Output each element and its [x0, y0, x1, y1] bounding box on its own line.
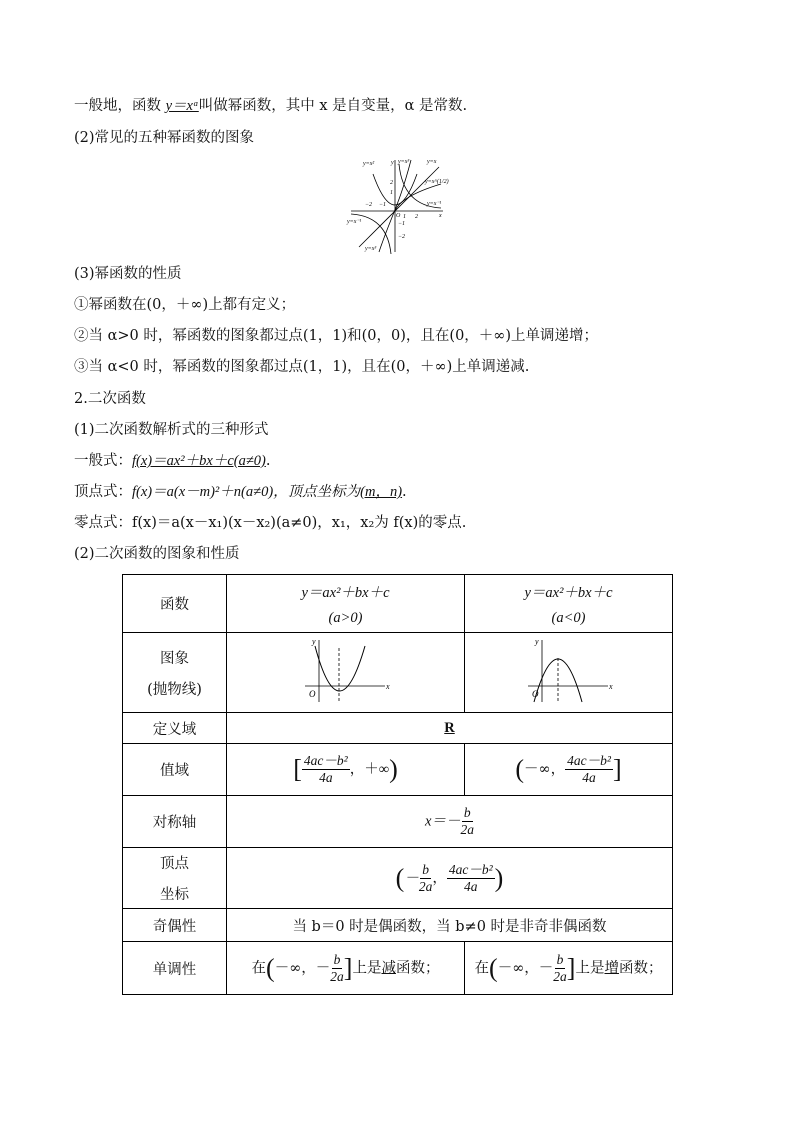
power-function-formula: y＝xᵅ — [165, 98, 199, 114]
graph-label — [123, 633, 227, 713]
monotonicity-label: 单调性 — [123, 942, 227, 995]
graph-a-negative — [465, 633, 673, 713]
general-form-formula: f(x)＝ax²＋bx＋c(a≠0) — [132, 453, 266, 469]
header-function-formula: y＝ax²＋bx＋c — [524, 584, 613, 601]
quadratic-properties-table — [122, 574, 673, 995]
vertex-numerator: b — [422, 861, 429, 877]
intro-line — [74, 96, 467, 116]
mono-prefix: 在 — [474, 960, 490, 976]
monotonicity-a-positive — [227, 942, 465, 995]
mono-denominator: 2a — [553, 968, 567, 984]
axis-numerator: b — [463, 805, 471, 820]
mono-denominator: 2a — [330, 968, 344, 984]
graph-label-line1: 图象 — [160, 650, 189, 667]
range-numerator: 4ac－b² — [567, 753, 611, 768]
x-label: x — [608, 681, 613, 691]
intro-suffix: 叫做幂函数，其中 x 是自变量，α 是常数. — [198, 98, 468, 114]
fig-label: −2 — [398, 234, 406, 240]
range-numerator: 4ac－b² — [303, 753, 348, 768]
x-label: x — [385, 681, 390, 691]
axis-label: 对称轴 — [123, 796, 227, 848]
property-1: ①幂函数在(0，＋∞)上都有定义； — [74, 297, 296, 313]
header-function: 函数 — [123, 575, 227, 633]
bracket: ( — [489, 953, 498, 982]
vertex-label-line1: 顶点 — [160, 856, 189, 872]
range-left: －∞， — [524, 761, 566, 778]
zero-form: 零点式：f(x)＝a(x－x₁)(x－x₂)(a≠0)，x₁，x₂为 f(x)的零点. — [74, 515, 467, 531]
vertex-denominator: 4a — [463, 878, 478, 894]
graph-label-line2: (抛物线) — [147, 681, 202, 698]
fig-label: 1 — [390, 190, 393, 196]
y-label: y — [311, 636, 316, 646]
range-rest: ，＋∞ — [349, 761, 390, 778]
section-power-props-title: (3)幂函数的性质 — [74, 266, 182, 282]
parabola-down-graph — [524, 636, 614, 706]
mono-text: 上是 — [352, 960, 382, 976]
section-power-graphs-title: (2)常见的五种幂函数的图象 — [74, 130, 255, 146]
parity-label: 奇偶性 — [123, 909, 227, 942]
table-row — [123, 909, 673, 942]
range-a-positive — [227, 744, 465, 796]
mono-numerator: b — [556, 951, 564, 967]
axis-prefix: x＝－ — [425, 813, 461, 830]
header-a-positive — [227, 575, 465, 633]
header-condition: (a>0) — [328, 609, 363, 626]
bracket: ) — [389, 754, 398, 784]
bracket: ] — [566, 953, 576, 982]
table-row — [123, 633, 673, 713]
fig-label: y=x⁻¹ — [427, 201, 442, 207]
fig-label: y=x⁻¹ — [347, 219, 362, 225]
power-functions-figure — [343, 156, 453, 256]
fig-label: y=x² — [363, 161, 375, 167]
bracket: ( — [266, 953, 275, 982]
fig-label: 1 — [403, 214, 406, 220]
fig-label: y=x³ — [398, 159, 410, 165]
mono-interval: －∞，－ — [497, 960, 554, 976]
parabola-curve — [315, 646, 365, 691]
vertex-form — [74, 482, 407, 502]
property-2: ②当 α>0 时，幂函数的图象都过点(1，1)和(0，0)，且在(0，＋∞)上单调递增； — [74, 328, 599, 344]
mono-numerator: b — [333, 951, 341, 967]
general-form-label: 一般式： — [74, 453, 132, 469]
header-condition: (a<0) — [551, 609, 586, 626]
graph-a-positive — [227, 633, 465, 713]
fig-label: −1 — [379, 202, 387, 208]
header-function-formula: y＝ax²＋bx＋c — [301, 584, 390, 601]
mono-kind: 减 — [381, 960, 396, 976]
table-row — [123, 796, 673, 848]
fig-label: y — [391, 160, 394, 166]
y-label: y — [534, 636, 539, 646]
domain-value: R — [444, 719, 455, 736]
vertex-separator: ， — [432, 870, 447, 886]
table-row — [123, 575, 673, 633]
mono-prefix: 在 — [251, 960, 267, 976]
range-a-negative — [465, 744, 673, 796]
mono-kind: 增 — [604, 960, 619, 976]
origin-label: O — [531, 688, 538, 699]
range-denominator: 4a — [319, 770, 333, 785]
vertex-value-cell — [227, 848, 673, 909]
domain-value-cell — [227, 713, 673, 744]
fig-label: y=x — [427, 159, 437, 165]
property-3: ③当 α<0 时，幂函数的图象都过点(1，1)，且在(0，＋∞)上单调递减. — [74, 359, 530, 375]
header-a-negative — [465, 575, 673, 633]
intro-prefix: 一般地，函数 — [74, 98, 166, 114]
vertex-form-formula: f(x)＝a(x－m)²＋n(a≠0)，顶点坐标为 — [132, 484, 361, 500]
vertex-minus: － — [404, 870, 419, 886]
fig-label: −1 — [398, 221, 406, 227]
fig-label: y=x³ — [365, 246, 377, 252]
origin-label: O — [308, 688, 315, 699]
fig-label: 2 — [390, 180, 393, 186]
fig-label: x — [439, 213, 442, 219]
vertex-label — [123, 848, 227, 909]
general-form — [74, 451, 271, 471]
parabola-up-graph — [301, 636, 391, 706]
parity-value: 当 b＝0 时是偶函数，当 b≠0 时是非奇非偶函数 — [227, 909, 673, 942]
mono-end: 函数； — [395, 960, 440, 976]
table-row — [123, 848, 673, 909]
table-row — [123, 942, 673, 995]
bracket: ] — [612, 754, 622, 784]
range-label: 值域 — [123, 744, 227, 796]
mono-text: 上是 — [575, 960, 605, 976]
vertex-numerator: 4ac－b² — [448, 861, 493, 877]
quadratic-props-title: (2)二次函数的图象和性质 — [74, 546, 240, 562]
mono-interval: －∞，－ — [274, 960, 331, 976]
axis-denominator: 2a — [460, 822, 474, 837]
period: . — [265, 453, 271, 469]
quadratic-title: 2.二次函数 — [74, 391, 146, 407]
period: . — [402, 484, 407, 500]
bracket: ) — [494, 863, 504, 892]
bracket: ] — [343, 953, 353, 982]
vertex-denominator: 2a — [418, 878, 433, 894]
table-row — [123, 713, 673, 744]
domain-label: 定义域 — [123, 713, 227, 744]
bracket: ( — [395, 863, 405, 892]
fig-label: −2 — [365, 202, 373, 208]
vertex-form-label: 顶点式： — [74, 484, 132, 500]
fig-label: O — [396, 213, 401, 219]
vertex-label-line2: 坐标 — [160, 887, 189, 903]
fig-label: 2 — [415, 214, 418, 220]
fig-label: y=x^(1/2) — [425, 179, 449, 185]
bracket: [ — [293, 754, 302, 784]
mono-end: 函数； — [618, 960, 663, 976]
axis-value-cell — [227, 796, 673, 848]
vertex-coordinate: (m，n) — [360, 484, 403, 500]
quadratic-forms-title: (1)二次函数解析式的三种形式 — [74, 422, 269, 438]
range-denominator: 4a — [582, 770, 596, 785]
bracket: ( — [515, 754, 525, 784]
monotonicity-a-negative — [465, 942, 673, 995]
table-row — [123, 744, 673, 796]
